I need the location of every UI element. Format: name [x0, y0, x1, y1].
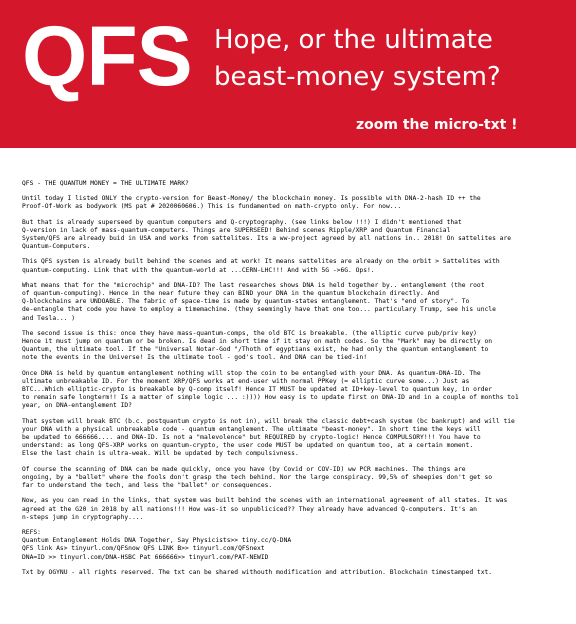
article-paragraph [22, 330, 556, 363]
article-paragraph [22, 258, 556, 274]
paragraph-line: de-entangle that code you have to employ a timemachine. (they seemingly have that one too... particulary Trump, see his uncle [22, 306, 496, 314]
paragraph-line: to remain safe longterm!! Is a matter of simple logic ... :)))) How easy is to update first on DNA-ID and in a couple of months to1 [22, 394, 519, 402]
article-paragraph [22, 370, 556, 411]
paragraph-line: Of course the scanning of DNA can be made quickly, once you have (by Covid or COV-ID) ww PCR machines. The things are [22, 465, 466, 473]
paragraph-line: year, on DNA-entanglement ID? [22, 402, 132, 410]
paragraph-line: That system will break BTC (b.c. postquantum crypto is not in), will break the classic debt+cash system (bc bankrupt) and will tie [22, 417, 515, 425]
article-title: QFS - THE QUANTUM MONEY = THE ULTIMATE MARK? [22, 180, 189, 187]
paragraph-line: ultimate unbreakable ID. For the moment XRP/QFS works at end-user with normal PPKey (= elliptic curve some...) Just as [22, 377, 470, 385]
paragraph-line: and Tesla... ) [22, 314, 76, 322]
reference-link: Quantum Entanglement Holds DNA Together, Say Physicists>> tiny.cc/Q-DNA [22, 537, 292, 545]
paragraph-line: Hence it must jump on quantum or be broken. Is dead in short time if it stay on math codes. So the "Mark" may be directly on [22, 338, 493, 346]
paragraph-line: Else the last chain is ultra-weak. Will be updated by tech compulsivness. [22, 450, 299, 458]
reference-link: QFS link As> tinyurl.com/QFSnow QFS LINK B>> tinyurl.com/QFSnext [22, 545, 265, 553]
paragraph-line: This QFS system is already built behind the scenes and at work! It means sattelites are already on the orbit > Sattelites with [22, 258, 500, 266]
paragraph-line: Proof-Of-Work as bodywork (MS pat # 2020060606.) This is fundamented on math-crypto only. For now... [22, 203, 402, 211]
paragraph-line: System/QFS are already buid in USA and works from sattelites. Its a ww-project agreed by all nations in.. 2018! On sattelites are [22, 235, 512, 243]
paragraph-line: agreed at the G20 in 2018 by all nations!!! How was-it so unpubliciced?? They already have advanced Q-computers. It's an [22, 505, 477, 513]
footer-note: Txt by OGYNU - all rights reserved. The txt can be shared withouth modification and attribution. Blockchain timestamped txt. [22, 568, 493, 576]
header-banner [0, 0, 576, 148]
refs-list [22, 537, 556, 562]
article-paragraph [22, 497, 556, 522]
paragraph-line: be updated to 666666.... and DNA-ID. Is not a "malevolence" but REQUIRED by crypto-logic! Hence COMPULSORY!!! You have to [22, 434, 481, 442]
headline-line-2: beast-money system? [214, 62, 501, 92]
paragraph-line: Quantum-Computers. [22, 243, 91, 251]
paragraph-line: Quantum, the ultimate tool. If the "Universal Notar-God "/Thoth of egyptians exist, he had only the quantum entanglement to [22, 346, 489, 354]
paragraph-line: n-steps jump in cryptography.... [22, 513, 144, 521]
qfs-logo: QFS [22, 9, 192, 103]
reference-link: DNA=ID >> tinyurl.com/DNA-HSBC Pat 666666>> tinyurl.com/PAT-NEWID [22, 553, 269, 561]
paragraph-line: Now, as you can read in the links, that system was built behind the scenes with an international agreement of all states. It was [22, 497, 508, 505]
paragraph-line: What means that for the "microchip" and DNA-ID? The last researches shows DNA is held together by.. entanglement (the root [22, 281, 485, 289]
paragraph-line: your DNA with a physical unbreakable code - quantum entanglement. The ultimate "beast-money". In short time the keys will [22, 425, 481, 433]
article-paragraph [22, 466, 556, 491]
paragraph-line: quantum-computing. Link that with the quantum-world at ...CERN-LHC!!! And with 5G ->6G. Ops!. [22, 266, 375, 274]
paragraph-line: far to understand the tech, and less the "ballet" or consequences. [22, 482, 273, 490]
paragraph-line: note the events in the Universe! Is the ultimate tool - god's tool. And DNA can be tied-in! [22, 354, 367, 362]
paragraph-line: Until today I listed ONLY the crypto-version for Beast-Money/ the blockchain money. Is possible with DNA-2-hash ID ++ the [22, 195, 481, 203]
paragraph-line: understand: as long QFS-XRP works on quantum-crypto, the user code MUST be updated on quantum too, at a certain moment. [22, 442, 474, 450]
paragraph-line: But that is already superseed by quantum computers and Q-cryptography. (see links below !!!) I didn't mentioned that [22, 218, 462, 226]
paragraph-line: Q-version in lack of mass-quantum-computers. Things are SUPERSEED! Behind scenes Ripple/XRP and Quantum Financial [22, 226, 451, 234]
references [22, 529, 556, 562]
paragraph-line: ongoing, by a "ballet" where the fools don't grasp the tech behind. Nor the large conspiracy. 99,5% of sheepies don't get so [22, 473, 493, 481]
paragraph-line: of quantum-computing). Hence in the near future they can BIND your DNA in the quantum blockchain directly. And [22, 290, 440, 298]
article-paragraph [22, 219, 556, 252]
subtitle: zoom the micro-txt ! [356, 117, 518, 133]
paragraph-line: The second issue is this: once they have mass-quantum-comps, the old BTC is breakable. (the elliptic curve pub/priv key) [22, 329, 477, 337]
headline-line-1: Hope, or the ultimate [214, 25, 493, 55]
refs-label: REFS: [22, 528, 41, 536]
article-paragraphs [22, 195, 556, 522]
paragraph-line: BTC...Which elliptic-crypto is breakable by Q-comp itself! Hence IT MUST be updated at ID+key-level to quantum key, in order [22, 386, 493, 394]
article-body [22, 180, 556, 584]
article-paragraph [22, 282, 556, 323]
paragraph-line: Once DNA is held by quantum entanglement nothing will stop the coin to be entangled with your DNA. As quantum-DNA-ID. The [22, 369, 481, 377]
paragraph-line: Q-blockchains are UNDOABLE. The fabric of space-time is made by quantum-states entanglement. That's "end of story". To [22, 298, 470, 306]
article-paragraph [22, 195, 556, 211]
article-paragraph [22, 418, 556, 459]
headline [214, 22, 501, 96]
